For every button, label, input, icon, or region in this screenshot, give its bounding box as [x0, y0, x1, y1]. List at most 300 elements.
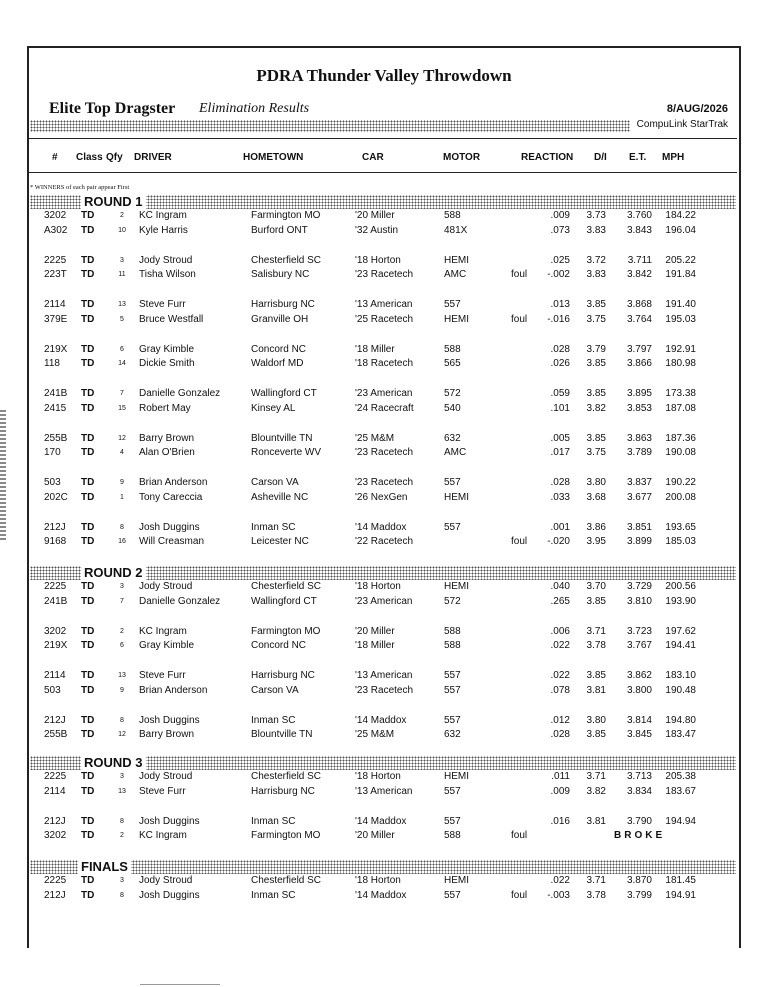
- cell-class: TD: [81, 625, 95, 637]
- cell-qfy: 7: [120, 390, 124, 397]
- winner-row: [0, 387, 768, 401]
- cell-hometown: Harrisburg NC: [251, 670, 315, 681]
- cell-num: A302: [44, 224, 68, 236]
- timing-system-label: CompuLink StarTrak: [636, 119, 728, 130]
- cell-di: 3.85: [586, 729, 606, 740]
- cell-qfy: 16: [118, 538, 126, 545]
- loser-row: [0, 595, 768, 609]
- cell-mph: 194.94: [665, 815, 696, 827]
- winner-row: [0, 209, 768, 223]
- cell-mph: 187.36: [665, 432, 696, 444]
- cell-class: TD: [81, 491, 95, 503]
- cell-et: 3.800: [626, 684, 652, 696]
- cell-num: 241B: [44, 388, 68, 399]
- cell-reaction: .016: [550, 815, 570, 827]
- cell-di: 3.82: [586, 402, 606, 414]
- cell-num: 219X: [44, 640, 68, 651]
- cell-di: 3.83: [586, 224, 606, 236]
- cell-car: '20 Miller: [355, 625, 395, 637]
- cell-mph: 205.38: [665, 771, 696, 782]
- cell-et: 3.814: [626, 714, 652, 726]
- cell-reaction: .078: [550, 684, 570, 696]
- cell-num: 2415: [44, 402, 67, 414]
- cell-driver: Gray Kimble: [139, 343, 195, 355]
- cell-di: 3.85: [586, 299, 606, 310]
- cell-qfy: 12: [118, 731, 126, 738]
- cell-car: '25 M&M: [355, 729, 395, 740]
- cell-driver: Alan O'Brien: [139, 447, 195, 458]
- cell-hometown: Harrisburg NC: [251, 785, 315, 797]
- cell-di: 3.71: [586, 625, 606, 637]
- cell-qfy: 2: [120, 627, 124, 635]
- cell-reaction: .017: [550, 447, 570, 458]
- cell-class: TD: [81, 313, 95, 325]
- loser-row: [0, 357, 768, 371]
- cell-et: 3.899: [626, 536, 652, 547]
- loser-row: [0, 889, 768, 903]
- cell-class: TD: [81, 595, 95, 607]
- cell-hometown: Inman SC: [251, 714, 296, 726]
- cell-hometown: Inman SC: [251, 815, 296, 827]
- cell-mph: 191.40: [665, 299, 696, 310]
- cell-mph: 193.90: [665, 595, 696, 607]
- cell-class: TD: [81, 224, 95, 236]
- cell-motor: 557: [444, 815, 461, 827]
- cell-hometown: Chesterfield SC: [251, 581, 322, 592]
- cell-hometown: Ronceverte WV: [251, 447, 322, 458]
- cell-car: '18 Horton: [355, 581, 401, 592]
- loser-row: [0, 491, 768, 505]
- cell-car: '20 Miller: [355, 210, 395, 221]
- cell-di: 3.86: [586, 521, 606, 533]
- cell-et: 3.713: [626, 771, 652, 782]
- cell-num: 503: [44, 684, 61, 696]
- cell-num: 2114: [44, 299, 66, 310]
- cell-motor: 557: [444, 521, 461, 533]
- cell-class: TD: [81, 447, 95, 458]
- cell-car: '24 Racecraft: [355, 402, 414, 414]
- cell-driver: Tony Careccia: [139, 491, 203, 503]
- cell-num: 3202: [44, 830, 67, 841]
- cell-di: 3.78: [586, 889, 606, 901]
- cell-di: 3.75: [586, 447, 606, 458]
- cell-reaction: .022: [550, 670, 570, 681]
- cell-class: TD: [81, 254, 95, 266]
- cell-qfy: 10: [118, 226, 126, 234]
- cell-hometown: Asheville NC: [251, 491, 309, 503]
- cell-car: '22 Racetech: [355, 536, 414, 547]
- cell-num: 212J: [44, 889, 66, 901]
- cell-car: '23 Racetech: [355, 684, 414, 696]
- cell-foul: foul: [511, 269, 528, 280]
- cell-reaction: -.003: [547, 889, 570, 901]
- cell-et: 3.810: [626, 595, 652, 607]
- cell-reaction: .006: [550, 625, 570, 637]
- loser-row: [0, 224, 768, 238]
- cell-hometown: Salisbury NC: [251, 269, 310, 280]
- cell-reaction: .005: [550, 432, 570, 444]
- cell-mph: 187.08: [665, 402, 696, 414]
- cell-motor: 588: [444, 640, 461, 651]
- cell-reaction: -.002: [547, 269, 570, 280]
- cell-mph: 197.62: [665, 625, 696, 637]
- cell-motor: 588: [444, 210, 461, 221]
- loser-row: [0, 684, 768, 698]
- cell-foul: foul: [511, 830, 528, 841]
- cell-et: 3.677: [626, 491, 652, 503]
- loser-row: [0, 535, 768, 549]
- winner-row: [0, 874, 768, 888]
- loser-row: [0, 268, 768, 282]
- cell-et: 3.845: [626, 729, 652, 740]
- cell-di: 3.71: [586, 875, 606, 886]
- cell-class: TD: [81, 269, 95, 280]
- cell-qfy: 3: [120, 773, 124, 780]
- cell-driver: Jody Stroud: [139, 771, 193, 782]
- cell-foul: foul: [511, 889, 528, 901]
- cell-qfy: 8: [120, 891, 124, 899]
- cell-motor: AMC: [444, 447, 467, 458]
- cell-motor: 557: [444, 299, 461, 310]
- cell-reaction: .028: [550, 343, 570, 355]
- cell-qfy: 12: [118, 434, 126, 442]
- cell-reaction: .022: [550, 875, 570, 886]
- cell-num: 170: [44, 447, 61, 458]
- loser-row: [0, 639, 768, 653]
- cell-et: 3.863: [626, 432, 652, 444]
- cell-mph: 181.45: [665, 875, 696, 886]
- cell-driver: Robert May: [139, 402, 191, 414]
- cell-class: TD: [81, 830, 95, 841]
- cell-hometown: Wallingford CT: [251, 388, 317, 399]
- cell-et: 3.870: [626, 875, 652, 886]
- cell-qfy: 6: [120, 345, 124, 353]
- cell-motor: HEMI: [444, 491, 469, 503]
- cell-class: TD: [81, 358, 95, 369]
- cell-class: TD: [81, 402, 95, 414]
- cell-di: 3.81: [586, 815, 606, 827]
- cell-mph: 180.98: [665, 358, 696, 369]
- cell-driver: Josh Duggins: [139, 889, 200, 901]
- round-label: ROUND 3: [81, 756, 146, 770]
- cell-mph: 190.48: [665, 684, 696, 696]
- cell-driver: Danielle Gonzalez: [139, 388, 221, 399]
- cell-class: TD: [81, 729, 95, 740]
- cell-car: '14 Maddox: [355, 889, 407, 901]
- cell-hometown: Inman SC: [251, 521, 296, 533]
- cell-driver: Josh Duggins: [139, 521, 200, 533]
- cell-reaction: .101: [550, 402, 570, 414]
- cell-num: 241B: [44, 595, 68, 607]
- cell-mph: 185.03: [665, 536, 696, 547]
- cell-et: 3.790: [626, 815, 652, 827]
- cell-driver: Steve Furr: [139, 670, 186, 681]
- cell-driver: Josh Duggins: [139, 714, 200, 726]
- cell-class: TD: [81, 477, 95, 488]
- cell-reaction: .013: [550, 299, 570, 310]
- cell-di: 3.85: [586, 388, 606, 399]
- cell-class: TD: [81, 299, 95, 310]
- cell-qfy: 11: [118, 271, 126, 278]
- cell-hometown: Waldorf MD: [251, 358, 304, 369]
- cell-motor: 557: [444, 477, 461, 488]
- cell-reaction: .059: [550, 388, 570, 399]
- cell-qfy: 8: [120, 817, 124, 825]
- cell-driver: Barry Brown: [139, 729, 195, 740]
- cell-class: TD: [81, 210, 95, 221]
- cell-num: 255B: [44, 432, 68, 444]
- cell-hometown: Concord NC: [251, 343, 307, 355]
- cell-hometown: Wallingford CT: [251, 595, 317, 607]
- winner-row: [0, 476, 768, 490]
- cell-class: TD: [81, 388, 95, 399]
- cell-driver: Brian Anderson: [139, 684, 208, 696]
- cell-hometown: Harrisburg NC: [251, 299, 315, 310]
- cell-driver: KC Ingram: [139, 830, 187, 841]
- cell-motor: 588: [444, 625, 461, 637]
- cell-class: TD: [81, 536, 95, 547]
- cell-mph: 205.22: [665, 254, 696, 266]
- cell-driver: Kyle Harris: [139, 224, 188, 236]
- cell-mph: 191.84: [665, 269, 696, 280]
- cell-class: TD: [81, 889, 95, 901]
- cell-car: '23 Racetech: [355, 447, 414, 458]
- cell-num: 212J: [44, 714, 66, 726]
- col-header-mph: MPH: [662, 152, 685, 163]
- cell-class: TD: [81, 640, 95, 651]
- cell-hometown: Blountville TN: [251, 729, 313, 740]
- cell-car: '23 American: [355, 388, 413, 399]
- cell-hometown: Chesterfield SC: [251, 771, 322, 782]
- cell-car: '25 Racetech: [355, 313, 414, 325]
- cell-qfy: 13: [118, 787, 126, 795]
- cell-qfy: 14: [118, 360, 126, 367]
- cell-reaction: .009: [550, 210, 570, 221]
- col-header-car: CAR: [362, 152, 384, 163]
- cell-motor: 557: [444, 889, 461, 901]
- cell-di: 3.82: [586, 785, 606, 797]
- cell-qfy: 13: [118, 301, 126, 308]
- winner-row: [0, 714, 768, 728]
- cell-mph: 192.91: [665, 343, 696, 355]
- cell-hometown: Chesterfield SC: [251, 875, 322, 886]
- cell-qfy: 9: [120, 686, 124, 694]
- winner-row: [0, 254, 768, 268]
- cell-di: 3.68: [586, 491, 606, 503]
- winner-row: [0, 521, 768, 535]
- cell-car: '18 Racetech: [355, 358, 414, 369]
- cell-motor: 572: [444, 388, 461, 399]
- col-header-num: #: [52, 152, 58, 163]
- loser-row: [0, 446, 768, 460]
- cell-class: TD: [81, 670, 95, 681]
- cell-motor: HEMI: [444, 771, 469, 782]
- cell-hometown: Blountville TN: [251, 432, 313, 444]
- round-band: [30, 566, 736, 580]
- cell-et: 3.866: [626, 358, 652, 369]
- cell-driver: Barry Brown: [139, 432, 195, 444]
- cell-qfy: 7: [120, 597, 124, 605]
- cell-broke: BROKE: [614, 830, 666, 841]
- cell-motor: 588: [444, 343, 461, 355]
- col-header-class: Class: [76, 152, 103, 163]
- cell-mph: 184.22: [665, 210, 696, 221]
- cell-foul: foul: [511, 536, 528, 547]
- cell-et: 3.729: [626, 581, 652, 592]
- winners-note: * WINNERS of each pair appear First: [30, 184, 130, 191]
- cell-di: 3.73: [586, 210, 606, 221]
- cell-class: TD: [81, 684, 95, 696]
- cell-et: 3.711: [627, 254, 652, 266]
- cell-driver: Tisha Wilson: [139, 269, 196, 280]
- cell-et: 3.723: [626, 625, 652, 637]
- cell-reaction: .033: [550, 491, 570, 503]
- cell-et: 3.834: [626, 785, 652, 797]
- cell-qfy: 5: [120, 315, 124, 323]
- cell-hometown: Granville OH: [251, 313, 309, 325]
- cell-reaction: .009: [550, 785, 570, 797]
- cell-reaction: .025: [550, 254, 570, 266]
- cell-di: 3.95: [586, 536, 606, 547]
- cell-di: 3.85: [586, 670, 606, 681]
- col-header-di: D/I: [594, 152, 607, 163]
- cell-di: 3.71: [586, 771, 606, 782]
- cell-hometown: Carson VA: [251, 477, 299, 488]
- cell-num: 202C: [44, 491, 68, 503]
- col-header-motor: MOTOR: [443, 152, 481, 163]
- cell-num: 2225: [44, 771, 67, 782]
- cell-qfy: 1: [120, 493, 124, 501]
- cell-car: '26 NexGen: [355, 491, 408, 503]
- cell-car: '32 Austin: [355, 224, 399, 236]
- cell-qfy: 3: [120, 583, 124, 590]
- cell-num: 2225: [44, 254, 67, 266]
- cell-num: 2225: [44, 875, 67, 886]
- winner-row: [0, 770, 768, 784]
- cell-et: 3.797: [626, 343, 652, 355]
- cell-motor: HEMI: [444, 313, 469, 325]
- loser-row: [0, 829, 768, 843]
- cell-et: 3.868: [626, 299, 652, 310]
- cell-car: '13 American: [355, 670, 413, 681]
- cell-num: 2114: [44, 670, 66, 681]
- cell-num: 503: [44, 477, 61, 488]
- cell-num: 379E: [44, 313, 68, 325]
- cell-driver: Bruce Westfall: [139, 313, 204, 325]
- cell-num: 3202: [44, 625, 67, 637]
- cell-reaction: -.016: [547, 313, 570, 325]
- cell-hometown: Inman SC: [251, 889, 296, 901]
- cell-hometown: Kinsey AL: [251, 402, 296, 414]
- cell-di: 3.85: [586, 595, 606, 607]
- cell-motor: 557: [444, 670, 461, 681]
- event-class-title: Elite Top Dragster: [49, 100, 176, 117]
- cell-num: 212J: [44, 815, 66, 827]
- cell-mph: 200.56: [665, 581, 696, 592]
- cell-et: 3.895: [626, 388, 652, 399]
- cell-et: 3.842: [626, 269, 652, 280]
- cell-di: 3.83: [586, 269, 606, 280]
- cell-reaction: .028: [550, 729, 570, 740]
- cell-car: '25 M&M: [355, 432, 395, 444]
- cell-car: '18 Horton: [355, 875, 401, 886]
- cell-di: 3.78: [586, 640, 606, 651]
- round-label: FINALS: [78, 860, 131, 874]
- cell-driver: Jody Stroud: [139, 581, 193, 592]
- cell-qfy: 3: [120, 877, 124, 884]
- winner-row: [0, 298, 768, 312]
- cell-mph: 183.47: [665, 729, 696, 740]
- cell-qfy: 13: [118, 672, 126, 679]
- cell-motor: 565: [444, 358, 461, 369]
- cell-di: 3.80: [586, 477, 606, 488]
- cell-di: 3.75: [586, 313, 606, 325]
- cell-et: 3.760: [626, 210, 652, 221]
- cell-hometown: Carson VA: [251, 684, 299, 696]
- cell-driver: Danielle Gonzalez: [139, 595, 221, 607]
- cell-car: '14 Maddox: [355, 714, 407, 726]
- cell-reaction: .040: [550, 581, 570, 592]
- cell-motor: HEMI: [444, 254, 469, 266]
- winner-row: [0, 432, 768, 446]
- cell-car: '14 Maddox: [355, 521, 407, 533]
- cell-hometown: Farmington MO: [251, 625, 321, 637]
- event-date: 8/AUG/2026: [666, 103, 728, 115]
- cell-car: '18 Horton: [355, 771, 401, 782]
- cell-hometown: Leicester NC: [251, 536, 309, 547]
- cell-mph: 196.04: [665, 224, 696, 236]
- cell-reaction: .022: [550, 640, 570, 651]
- cell-mph: 194.80: [665, 714, 696, 726]
- cell-class: TD: [81, 432, 95, 444]
- cell-qfy: 15: [118, 404, 126, 412]
- cell-driver: Josh Duggins: [139, 815, 200, 827]
- loser-row: [0, 728, 768, 742]
- cell-motor: 632: [444, 729, 461, 740]
- cell-di: 3.80: [586, 714, 606, 726]
- cell-mph: 190.08: [665, 447, 696, 458]
- cell-num: 219X: [44, 343, 68, 355]
- cell-di: 3.85: [586, 358, 606, 369]
- cell-class: TD: [81, 815, 95, 827]
- cell-mph: 195.03: [665, 313, 696, 325]
- cell-qfy: 8: [120, 523, 124, 531]
- cell-motor: 557: [444, 714, 461, 726]
- cell-mph: 190.22: [665, 477, 696, 488]
- cell-driver: Dickie Smith: [139, 358, 195, 369]
- cell-hometown: Chesterfield SC: [251, 254, 322, 266]
- cell-num: 3202: [44, 210, 67, 221]
- cell-car: '13 American: [355, 785, 413, 797]
- header-dot-bar: [30, 120, 630, 132]
- cell-car: '18 Horton: [355, 254, 401, 266]
- cell-hometown: Farmington MO: [251, 830, 321, 841]
- cell-driver: KC Ingram: [139, 210, 187, 221]
- cell-et: 3.862: [626, 670, 652, 681]
- cell-et: 3.851: [626, 521, 652, 533]
- cell-mph: 193.65: [665, 521, 696, 533]
- cell-car: '18 Miller: [355, 343, 395, 355]
- cell-motor: 588: [444, 830, 461, 841]
- cell-motor: 572: [444, 595, 461, 607]
- cell-motor: AMC: [444, 269, 467, 280]
- cell-hometown: Farmington MO: [251, 210, 321, 221]
- cell-driver: Steve Furr: [139, 785, 186, 797]
- cell-class: TD: [81, 581, 95, 592]
- cell-num: 2225: [44, 581, 67, 592]
- cell-mph: 183.10: [665, 670, 696, 681]
- cell-num: 9168: [44, 536, 67, 547]
